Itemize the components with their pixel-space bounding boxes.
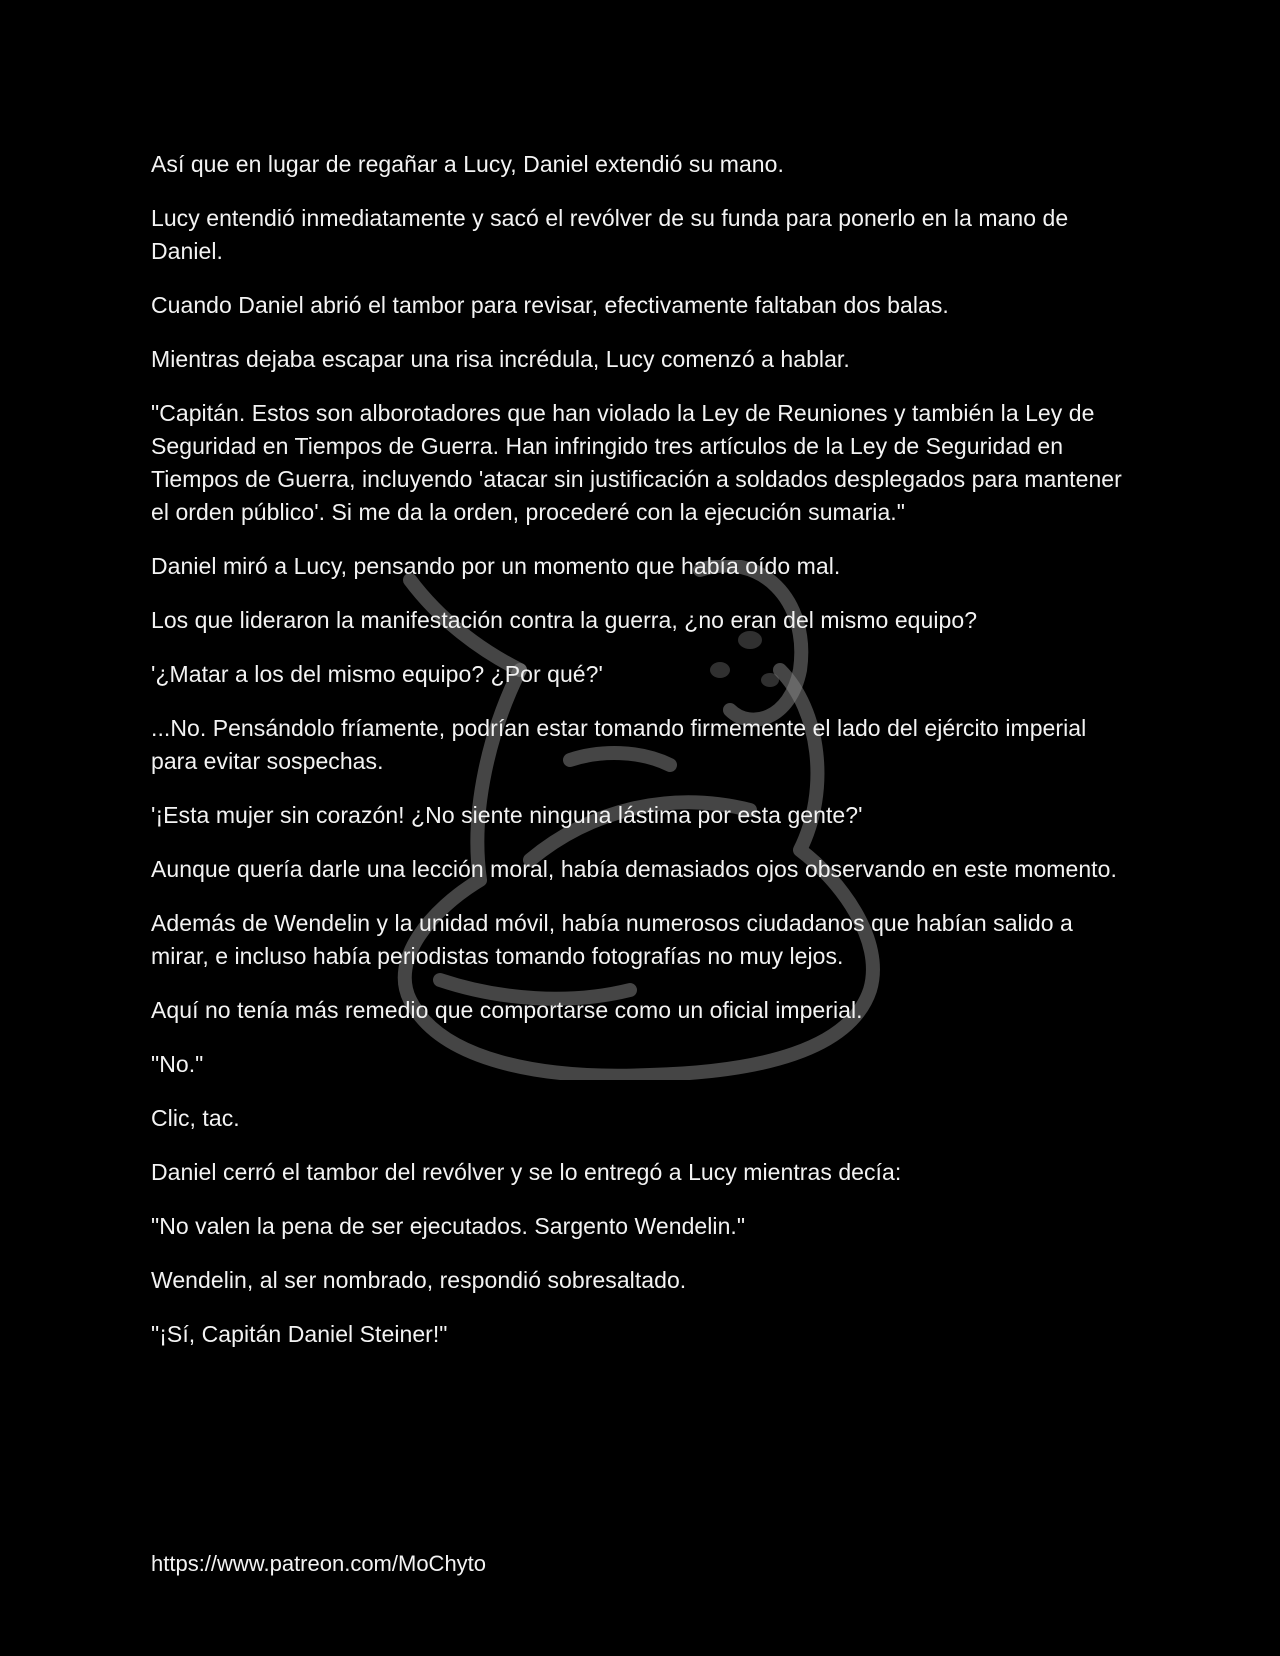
paragraph: Los que lideraron la manifestación contra la guerra, ¿no eran del mismo equipo? (151, 607, 978, 633)
paragraph: Así que en lugar de regañar a Lucy, Daniel extendió su mano. (151, 151, 784, 177)
paragraph: '¿Matar a los del mismo equipo? ¿Por qué?' (151, 661, 603, 687)
paragraph: "No valen la pena de ser ejecutados. Sargento Wendelin." (151, 1213, 746, 1239)
paragraph: Clic, tac. (151, 1105, 240, 1131)
paragraph: "Capitán. Estos son alborotadores que han violado la Ley de Reuniones y también la Ley de Seguridad en Tiempos de Guerra. Han infringido tres artículos de la Ley de Seguridad en Tiempos de Guerra, incluyendo 'atacar sin justificación a soldados desplegados para mantener el orden público'. Si me da la orden, procederé con la ejecución sumaria." (151, 400, 1122, 525)
document-body (151, 148, 1131, 1372)
paragraph: ...No. Pensándolo fríamente, podrían estar tomando firmemente el lado del ejército imperial para evitar sospechas. (151, 715, 1087, 774)
paragraph: Mientras dejaba escapar una risa incrédula, Lucy comenzó a hablar. (151, 346, 850, 372)
paragraph: Aunque quería darle una lección moral, había demasiados ojos observando en este momento. (151, 856, 1117, 882)
paragraph: Daniel cerró el tambor del revólver y se lo entregó a Lucy mientras decía: (151, 1159, 902, 1185)
paragraph: "No." (151, 1051, 204, 1077)
paragraph: '¡Esta mujer sin corazón! ¿No siente ninguna lástima por esta gente?' (151, 802, 863, 828)
paragraph: Daniel miró a Lucy, pensando por un momento que había oído mal. (151, 553, 841, 579)
paragraph: Lucy entendió inmediatamente y sacó el revólver de su funda para ponerlo en la mano de Daniel. (151, 205, 1069, 264)
paragraph: Wendelin, al ser nombrado, respondió sobresaltado. (151, 1267, 687, 1293)
paragraph: Además de Wendelin y la unidad móvil, había numerosos ciudadanos que habían salido a mirar, e incluso había periodistas tomando fotografías no muy lejos. (151, 910, 1073, 969)
paragraph: Cuando Daniel abrió el tambor para revisar, efectivamente faltaban dos balas. (151, 292, 949, 318)
paragraph: Aquí no tenía más remedio que comportarse como un oficial imperial. (151, 997, 863, 1023)
paragraph: "¡Sí, Capitán Daniel Steiner!" (151, 1321, 448, 1347)
patreon-link[interactable]: https://www.patreon.com/MoChyto (151, 1551, 487, 1576)
